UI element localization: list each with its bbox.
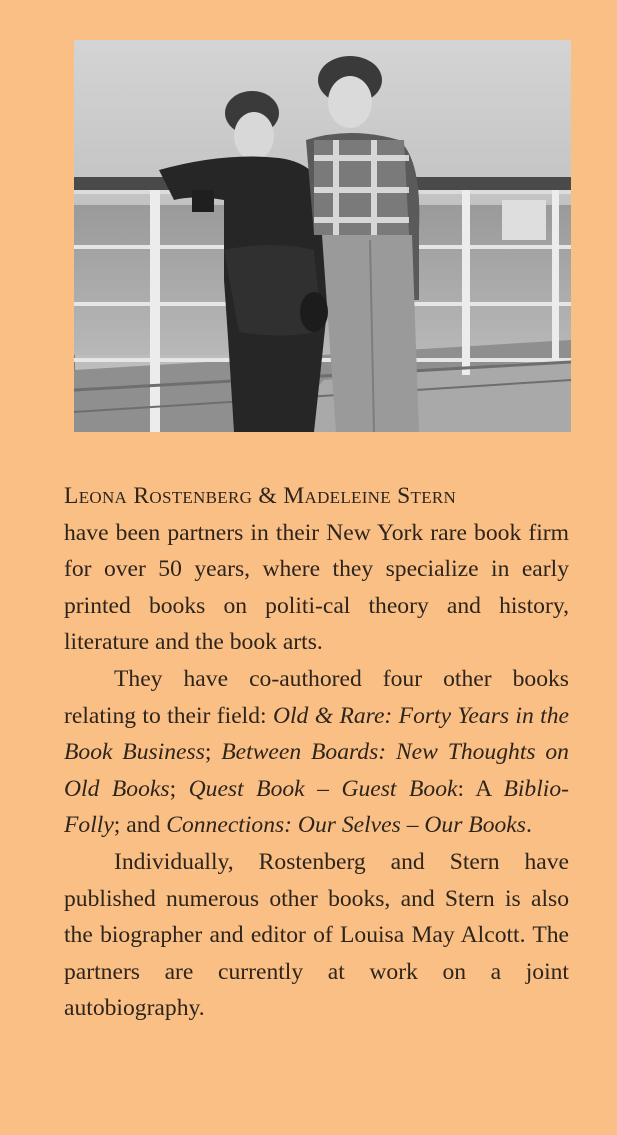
bio-paragraph-2 bbox=[64, 661, 569, 844]
author-names: Leona Rostenberg & Madeleine Stern bbox=[64, 483, 457, 509]
photo-image bbox=[74, 40, 571, 432]
bio-paragraph-3: Individually, Rostenberg and Stern have published numerous other books, and Stern is also the biographer and editor of Louisa May Alcott. The partners are currently at work on a joint autobiography. bbox=[64, 848, 569, 1022]
bio-p2-sep3: : A bbox=[457, 775, 504, 802]
book-title-old-and-rare: Old & Rare: Forty Years in the Book Business bbox=[64, 702, 569, 766]
bio-p2-intro: They have co-authored four other books relating to their field: bbox=[64, 665, 569, 729]
book-title-biblio-folly: Biblio-Folly bbox=[64, 775, 569, 839]
book-title-between-boards: Between Boards: New Thoughts on Old Books bbox=[64, 739, 569, 802]
author-photo bbox=[74, 40, 571, 432]
book-title-connections: Connections: Our Selves – Our Books bbox=[166, 812, 526, 839]
book-title-quest-book: Quest Book – Guest Book bbox=[188, 775, 458, 802]
bio-p2-sep4: ; and bbox=[113, 812, 167, 839]
bio-paragraph-1: have been partners in their New York rare book firm for over 50 years, where they specialize in early printed books on politi-cal theory and history, literature and the book arts. bbox=[64, 519, 569, 656]
bio-p2-sep1: ; bbox=[204, 739, 222, 766]
bio-p2-end: . bbox=[525, 812, 532, 839]
author-bio bbox=[64, 478, 569, 1027]
bio-p2-sep2: ; bbox=[169, 775, 189, 802]
